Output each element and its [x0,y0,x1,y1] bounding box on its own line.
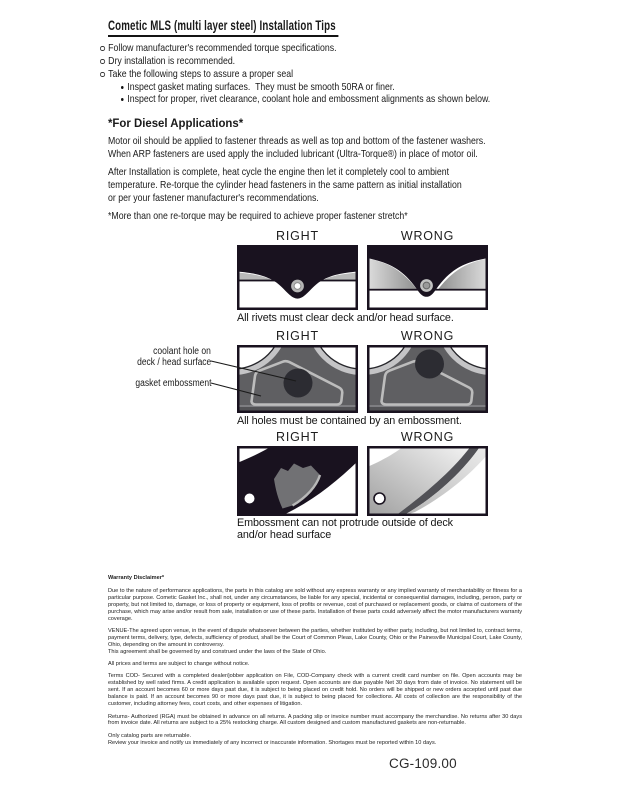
list-item [100,69,293,80]
page-title: Cometic MLS (multi layer steel) Installation Tips [108,18,339,37]
circle-bullet-icon [100,46,105,52]
bullet-text: Follow manufacturer's recommended torque specifications. [108,43,337,54]
warranty-paragraph: Only catalog parts are returnable. [108,732,192,739]
annotation-leader-lines [205,350,305,405]
list-item [100,56,235,67]
embossment-right-diagram [237,446,358,516]
bullet-text: Take the following steps to assure a proper seal [108,69,294,80]
warranty-paragraph: Review your invoice and notify us immediately of any incorrect or inaccurate information. Shortages must be reported within 10 days. [108,739,437,746]
bullet-text: Inspect for proper, rivet clearance, coolant hole and embossment alignments as shown below. [127,94,491,105]
text-line: When ARP fasteners are used apply the included lubricant (Ultra-Torque®) in place of motor oil. [108,149,478,160]
text-line: *More than one re-torque may be required to achieve proper fastener stretch* [108,211,408,222]
bullet-text: Inspect gasket mating surfaces. They must be smooth 50RA or finer. [127,82,395,93]
list-item [100,43,337,54]
dot-bullet-icon [121,98,124,101]
right-label: RIGHT [276,229,319,243]
page-number: CG-109.00 [389,756,457,771]
figure-caption-line2: and/or head surface [237,529,332,541]
list-item [121,94,490,105]
list-item [121,82,395,93]
wrong-label: WRONG [400,329,455,343]
note-paragraph [108,210,408,223]
dot-bullet-icon [121,86,124,89]
warranty-heading: Warranty Disclaimer* [108,575,165,581]
warranty-paragraph: Terms COD- Secured with a completed dealer/jobber application on File, COD-Company check with a current credit card number on file. Open accounts may be established by well rated firms. A credit application is available upon request. Open accounts are due payable Net 30 days from date of invoice. No statement will be sent. If an account becomes 60 or more days past due, it is subject to being placed on credit hold. No orders will be shipped or new orders accepted until past due balance is paid. If an account becomes 90 or more days past due, it is subject to being placed for collections. All costs of collection are the responsibility of the customer, including attorney fees, court costs, and other expenses of litigation. [108,673,522,708]
wrong-label: WRONG [400,229,455,243]
circle-bullet-icon [100,59,105,65]
text-line: temperature. Re-torque the cylinder head fasteners in the same pattern as initial installation [108,180,462,191]
rivet-clearance-wrong-diagram [367,245,488,310]
text-line: Motor oil should be applied to fastener threads as well as top and bottom of the fastener washers. [108,136,486,147]
paragraph [108,166,462,205]
right-label: RIGHT [276,329,319,343]
coolant-hole-annotation-line2: deck / head surface [136,357,211,368]
embossment-right-svg [237,446,358,516]
warranty-paragraph: All prices and terms are subject to change without notice. [108,661,250,668]
circle-bullet-icon [100,72,105,78]
wrong-label: WRONG [400,430,455,444]
figure-caption: All rivets must clear deck and/or head surface. [237,312,454,324]
coolant-hole-annotation-line1: coolant hole on [153,346,211,357]
figure-caption: All holes must be contained by an embossment. [237,415,462,427]
warranty-paragraph: Returns- Authorized (RGA) must be obtained in advance on all returns. A packing slip or invoice number must accompany the merchandise. No returns after 30 days from invoice date. All returns are subject to a 25% restocking charge. All custom designed and custom manufactured gaskets are non-returnable. [108,713,522,727]
text-line: or per your fastener manufacturer's recommendations. [108,193,319,204]
rivet-right-svg [237,245,358,310]
warranty-paragraph: VENUE-The agreed upon venue, in the event of dispute whatsoever between the parties, whether instituted by either party, including, but not limited to, contract terms, payment terms, delivery, type, defects, sufficiency of product, shall be the Court of Common Pleas, Lake County, Ohio or the Painesville Municipal Court, Lake County, Ohio, depending on the amount in controversy. [108,627,522,648]
bolt-hole-icon [374,493,385,504]
gasket-embossment-annotation: gasket embossment [134,378,211,389]
embossment-wrong-svg [367,446,488,516]
warranty-disclaimer-block [108,575,522,752]
bullet-text: Dry installation is recommended. [108,56,236,67]
rivet-clearance-right-diagram [237,245,358,310]
embossment-wrong-diagram [367,446,488,516]
text-line: After Installation is complete, heat cycle the engine then let it completely cool to ambient [108,167,450,178]
section-heading: *For Diesel Applications* [108,116,244,130]
coolant-wrong-svg [367,345,488,413]
bolt-hole-icon [245,494,255,504]
figure-caption-line1: Embossment can not protrude outside of deck [237,517,453,529]
right-label: RIGHT [276,430,319,444]
coolant-hole-wrong-diagram [367,345,488,413]
warranty-paragraph: This agreement shall be governed by and construed under the laws of the State of Ohio. [108,648,327,655]
rivet-wrong-svg [367,245,488,310]
coolant-hole-icon [415,350,444,379]
warranty-paragraph: Due to the nature of performance applications, the parts in this catalog are sold without any express warranty or any implied warranty of merchantability or fitness for a particular purpose. Cometic Gasket Inc., shall not, under any circumstances, be liable for any special, incidental or consequential damages, including, person, party or property, but not limited to, damage, or loss of property or equipment, loss of profits or revenue, cost of purchased or replacement goods, or claims of customers of the purchase, which may arise and/or result from sale, installation or use of these parts. Installation of these parts could adversely affect the motor manufacturers warranty coverage. [108,587,522,622]
paragraph [108,135,486,161]
